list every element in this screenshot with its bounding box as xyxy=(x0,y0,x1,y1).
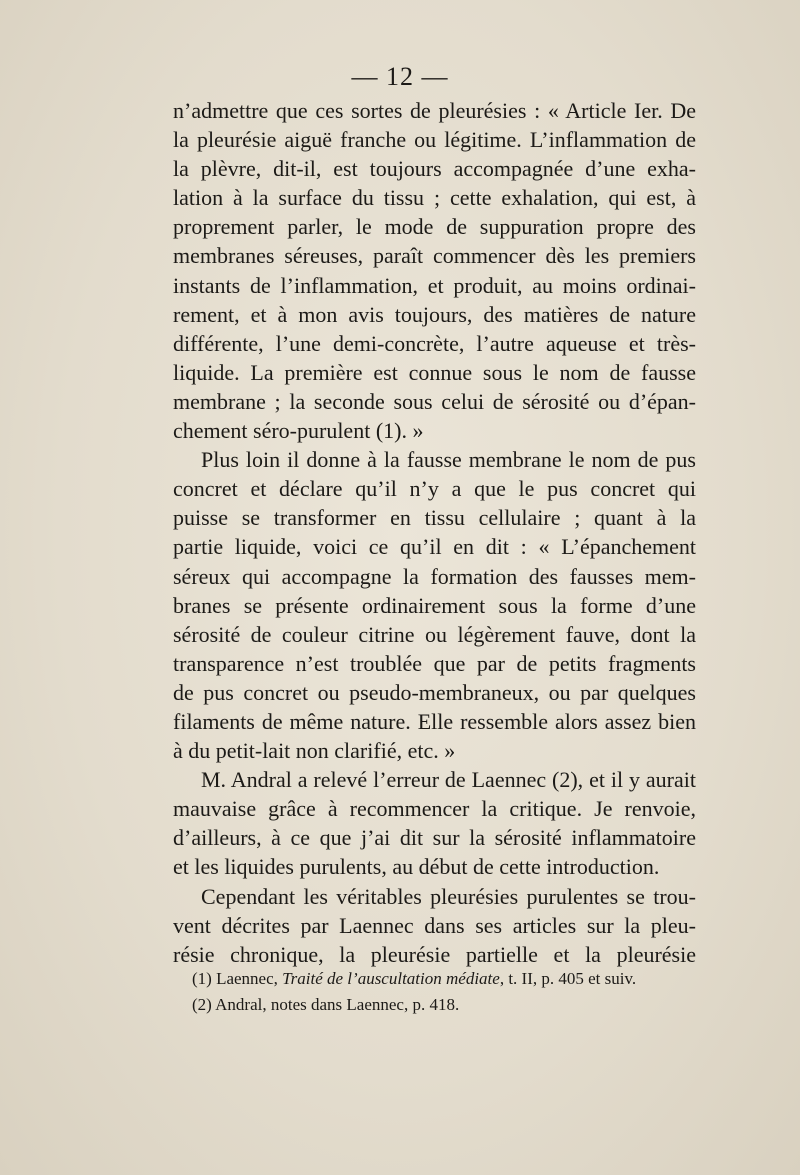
text-line: membrane ; la seconde sous celui de sérosité ou d’épan- xyxy=(173,388,696,414)
text-line: Cependant les véritables pleurésies purulentes se trou- xyxy=(201,883,696,909)
text-line: chement séro-purulent (1). » xyxy=(173,418,424,444)
text-line: M. Andral a relevé l’erreur de Laennec (2), et il y aurait xyxy=(201,767,696,793)
text-line: vent décrites par Laennec dans ses articles sur la pleu- xyxy=(173,912,696,938)
text-line: séreux qui accompagne la formation des fausses mem- xyxy=(173,563,696,589)
text-line: de pus concret ou pseudo-membraneux, ou par quelques xyxy=(173,679,696,705)
text-line: concret et déclare qu’il n’y a que le pus concret qui xyxy=(173,476,696,502)
footnotes xyxy=(192,966,697,1018)
text-line: Plus loin il donne à la fausse membrane le nom de pus xyxy=(201,447,696,473)
text-line: différente, l’une demi-concrète, l’autre aqueuse et très- xyxy=(173,330,696,356)
text-line: n’admettre que ces sortes de pleurésies : « Article Ier. De xyxy=(173,98,696,123)
page-number: — 12 — xyxy=(351,62,449,91)
text-line: partie liquide, voici ce qu’il en dit : « L’épanchement xyxy=(173,534,696,560)
text-line: mauvaise grâce à recommencer la critique. Je renvoie, xyxy=(173,796,696,822)
footnote-2: (2) Andral, notes dans Laennec, p. 418. xyxy=(192,995,460,1014)
text-line: branes se présente ordinairement sous la forme d’une xyxy=(173,592,696,618)
text-line: sérosité de couleur citrine ou légèrement fauve, dont la xyxy=(173,621,696,647)
footnote-1-suffix: , t. II, p. 405 et suiv. xyxy=(499,969,637,988)
text-line: à du petit-lait non clarifié, etc. » xyxy=(173,738,456,764)
footnote-1 xyxy=(192,966,697,992)
text-line: proprement parler, le mode de suppuration propre des xyxy=(173,214,696,240)
text-line: d’ailleurs, à ce que j’ai dit sur la sérosité inflammatoire xyxy=(173,825,696,851)
text-line: la plèvre, dit-il, est toujours accompagnée d’une exha- xyxy=(173,156,696,182)
text-line: transparence n’est troublée que par de petits fragments xyxy=(173,650,696,676)
text-line: membranes séreuses, paraît commencer dès les premiers xyxy=(173,243,696,269)
footnote-1-prefix: (1) Laennec, xyxy=(192,969,283,988)
footnote-1-title: Traité de l’auscultation médiate xyxy=(282,969,500,988)
text-line: la pleurésie aiguë franche ou légitime. L’inflammation de xyxy=(173,127,696,153)
text-line: instants de l’inflammation, et produit, au moins ordinai- xyxy=(173,272,696,298)
text-line: filaments de même nature. Elle ressemble alors assez bien xyxy=(173,708,696,734)
text-line: liquide. La première est connue sous le nom de fausse xyxy=(173,359,696,385)
text-line: puisse se transformer en tissu cellulaire ; quant à la xyxy=(173,505,696,531)
text-line: et les liquides purulents, au début de cette introduction. xyxy=(173,854,660,880)
text-line: résie chronique, la pleurésie partielle et la pleurésie xyxy=(173,941,696,967)
text-line: lation à la surface du tissu ; cette exhalation, qui est, à xyxy=(173,185,696,211)
text-line: rement, et à mon avis toujours, des matières de nature xyxy=(173,301,696,327)
body-text xyxy=(173,96,696,969)
